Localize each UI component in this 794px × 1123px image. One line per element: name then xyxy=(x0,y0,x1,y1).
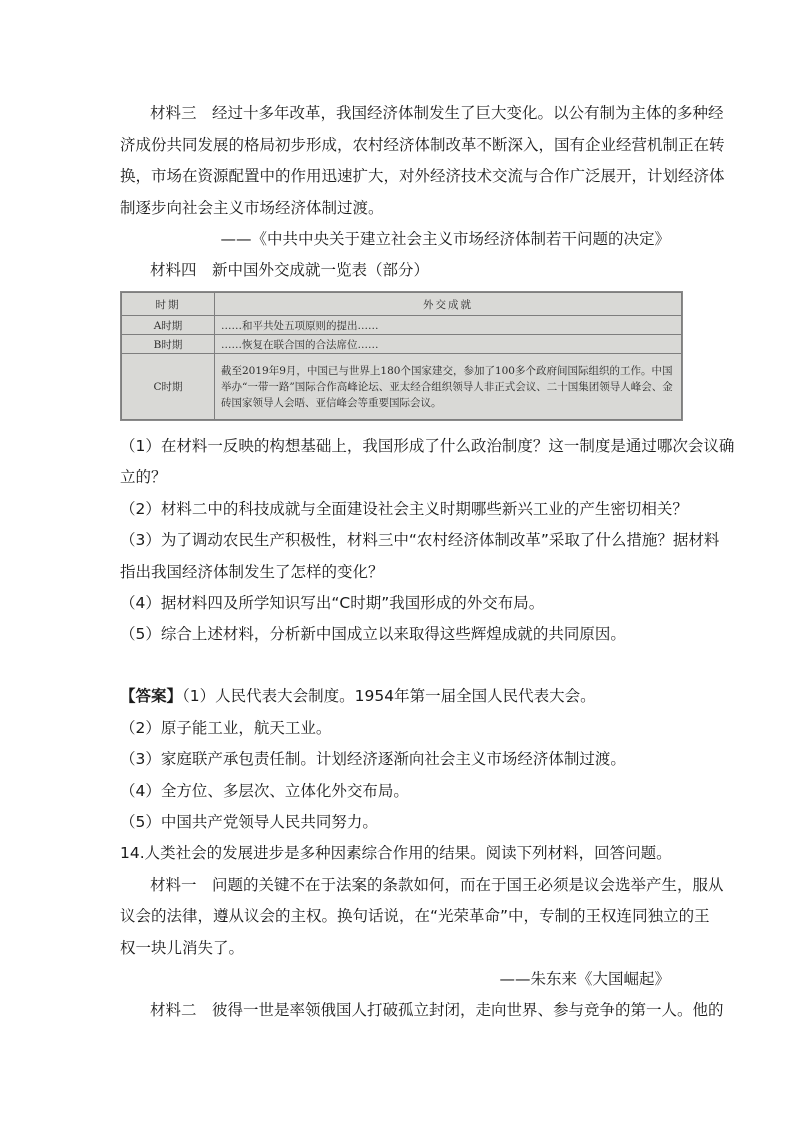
question-line-7: （5）综合上述材料，分析新中国成立以来取得这些辉煌成就的共同原因。 xyxy=(120,625,626,643)
material3-line-1: 材料三 经过十多年改革，我国经济体制发生了巨大变化。以公有制为主体的多种经 xyxy=(150,104,724,122)
material3-line-4: 制逐步向社会主义市场经济体制过渡。 xyxy=(120,199,384,217)
answer-label: 【答案】 xyxy=(120,687,183,705)
table-row xyxy=(122,335,682,354)
question-line-6: （4）据材料四及所学知识写出“C时期”我国形成的外交布局。 xyxy=(120,594,545,612)
table-header-row xyxy=(122,293,682,316)
answer-text-1: （1）人民代表大会制度。1954年第一届全国人民代表大会。 xyxy=(182,687,596,705)
question-line-2: 立的？ xyxy=(120,468,167,486)
diplomacy-table xyxy=(120,291,683,421)
table-cell-achievement: 截至2019年9月，中国已与世界上180个国家建交，参加了100多个政府间国际组织的工作。中国举办“一带一路”国际合作高峰论坛、亚太经合组织领导人非正式会议、二十国集团领导人峰会、金砖国家领导人会晤、亚信峰会等重要国际会议。 xyxy=(215,354,682,420)
table-header-achievement: 外交成就 xyxy=(215,293,682,316)
q14-material1-line-3: 权一块儿消失了。 xyxy=(120,939,245,957)
table-header-period: 时期 xyxy=(122,293,215,316)
table-row xyxy=(122,316,682,335)
q14-source-1: ——朱东来《大国崛起》 xyxy=(499,970,670,988)
table-row xyxy=(122,354,682,420)
answer-line-4: （4）全方位、多层次、立体化外交布局。 xyxy=(120,782,409,800)
question-line-4: （3）为了调动农民生产积极性，材料三中“农村经济体制改革”采取了什么措施？据材料 xyxy=(120,531,720,549)
answer-line-5: （5）中国共产党领导人民共同努力。 xyxy=(120,813,378,831)
q14-material2-line-1: 材料二 彼得一世是率领俄国人打破孤立封闭，走向世界、参与竞争的第一人。他的 xyxy=(150,1001,724,1019)
material3-line-2: 济成份共同发展的格局初步形成，农村经济体制改革不断深入，国有企业经营机制正在转 xyxy=(120,136,725,154)
table-cell-period: A时期 xyxy=(122,316,215,335)
table-cell-period: B时期 xyxy=(122,335,215,354)
question-line-1: （1）在材料一反映的构想基础上，我国形成了什么政治制度？这一制度是通过哪次会议确 xyxy=(120,437,735,455)
q14-material1-line-2: 议会的法律，遵从议会的主权。换句话说，在“光荣革命”中，专制的王权连同独立的王 xyxy=(120,907,710,925)
q14-stem: 14.人类社会的发展进步是多种因素综合作用的结果。阅读下列材料，回答问题。 xyxy=(120,844,672,862)
question-line-3: （2）材料二中的科技成就与全面建设社会主义时期哪些新兴工业的产生密切相关？ xyxy=(120,500,688,518)
answer-line-3: （3）家庭联产承包责任制。计划经济逐渐向社会主义市场经济体制过渡。 xyxy=(120,750,626,768)
answer-line-2: （2）原子能工业，航天工业。 xyxy=(120,719,332,737)
q14-material1-line-1: 材料一 问题的关键不在于法案的条款如何，而在于国王必须是议会选举产生，服从 xyxy=(150,876,724,894)
table-cell-achievement: ……恢复在联合国的合法席位…… xyxy=(215,335,682,354)
material3-source: ——《中共中央关于建立社会主义市场经济体制若干问题的决定》 xyxy=(220,230,670,248)
material3-line-3: 换，市场在资源配置中的作用迅速扩大，对外经济技术交流与合作广泛展开，计划经济体 xyxy=(120,167,725,185)
material4-title: 材料四 新中国外交成就一览表（部分） xyxy=(150,261,430,279)
table-cell-period: C时期 xyxy=(122,354,215,420)
question-line-5: 指出我国经济体制发生了怎样的变化？ xyxy=(120,563,384,581)
answer-line-1 xyxy=(120,686,680,706)
table-cell-achievement: ……和平共处五项原则的提出…… xyxy=(215,316,682,335)
